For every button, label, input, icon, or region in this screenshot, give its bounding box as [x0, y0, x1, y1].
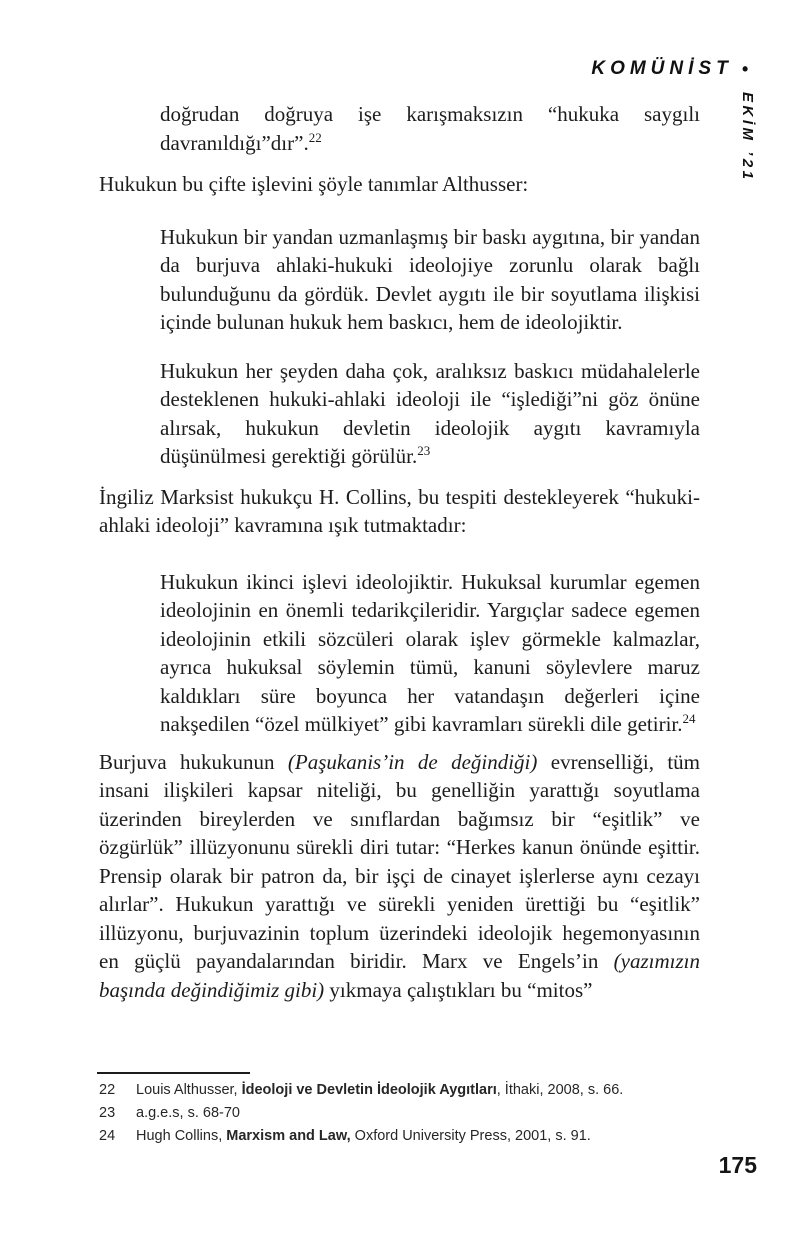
footnote-24 [99, 1125, 714, 1148]
paragraph-1 [99, 170, 700, 199]
footnote-text [136, 1079, 623, 1102]
footnote-ref-23: 23 [417, 443, 431, 458]
paragraph-run: evrenselliği, tüm insani ilişkileri kapsar niteliği, bu genelliğin yarattığı soyutlama üzerinden bireylerden ve sınıflardan bağımsız bir “eşitlik” ve özgürlük” illüzyonunu sürekli diri tutar: “Herkes kanun önünde eşittir. Prensip olarak bir patron da, bir işçi de cinayet işlerlerse aynı cezayı alırlar”. Hukukun yarattığı ve sürekli yeniden ürettiği bu “eşitlik” illüzyonu, burjuvazinin toplum üzerindeki ideolojik hegemonyasının en güçlü payandalarından biridir. Marx ve Engels’in [99, 749, 700, 973]
paragraph-run-italic: (Paşukanis’in de değindiği) [287, 749, 538, 774]
issue-label: EKİM ’21 [739, 92, 756, 183]
block-quote-1 [160, 100, 700, 157]
paragraph-run-italic: (yazımızın başında değindiğimiz gibi) [99, 949, 700, 1002]
footnotes [99, 1079, 714, 1148]
block-quote-4 [160, 568, 700, 739]
paragraph-run: yıkmaya çalıştıkları bu “mitos” [324, 977, 593, 1002]
quote-text: doğrudan doğruya işe karışmaksızın “hukuka saygılı davranıldığı”dır”. [160, 102, 700, 155]
page-number: 175 [718, 1152, 757, 1178]
quote-text: Hukukun ikinci işlevi ideolojiktir. Hukuksal kurumlar egemen ideolojinin en önemli tedarikçileridir. Yargıçlar sadece egemen ideolojinin etkili sözcüleri olarak işlev görmekle kalmazlar, ayrıca hukuksal söylemin tümü, kanuni söylevlere maruz kaldıkları süre boyunca her vatandaşın değerleri içine nakşedilen “özel mülkiyet” gibi kavramları sürekli dile getirir. [160, 569, 700, 736]
footnote-run-bold: İdeoloji ve Devletin İdeolojik Aygıtları [241, 1082, 497, 1098]
footnote-text [136, 1125, 591, 1148]
footnote-run: a.g.e.s, s. 68-70 [136, 1105, 240, 1121]
footnote-run-bold: Marxism and Law, [226, 1128, 351, 1144]
footnote-22 [99, 1079, 714, 1102]
footnote-run: Hugh Collins, [136, 1128, 227, 1144]
footnote-run: , İthaki, 2008, s. 66. [496, 1082, 624, 1098]
paragraph-run: Burjuva hukukunun [99, 749, 288, 774]
footnote-text [136, 1102, 240, 1125]
quote-text: Hukukun her şeyden daha çok, aralıksız baskıcı müdahalelerle desteklenen hukuki-ahlaki ideoloji ile “işlediği”ni göz önüne alırsak, hukukun devletin ideolojik aygıtı kavramıyla düşünülmesi gerektiği görülür. [160, 358, 700, 468]
block-quote-2 [160, 223, 700, 337]
footnote-separator [97, 1072, 250, 1074]
quote-text: Hukukun bir yandan uzmanlaşmış bir baskı aygıtına, bir yandan da burjuva ahlaki-hukuki ideolojiye zorunlu olarak bağlı bulunduğunu da gördük. Devlet aygıtı ile bir soyutlama ilişkisi içinde bulunan hukuk hem baskıcı, hem de ideolojiktir. [160, 224, 700, 334]
page-content [99, 100, 700, 1004]
footnote-number: 22 [99, 1082, 116, 1098]
footnote-ref-22: 22 [308, 129, 322, 145]
footnote-number: 24 [99, 1128, 116, 1144]
footnote-ref-24: 24 [682, 711, 696, 726]
bullet-separator-icon: • [741, 58, 748, 79]
footnote-23 [99, 1102, 714, 1125]
paragraph-text: İngiliz Marksist hukukçu H. Collins, bu tespiti destekleyerek “hukuki-ahlaki ideoloji” kavramına ışık tutmaktadır: [99, 484, 700, 537]
footnote-run: Louis Althusser, [136, 1082, 242, 1098]
paragraph-2 [99, 483, 700, 540]
block-quote-3 [160, 357, 700, 471]
paragraph-text: Hukukun bu çifte işlevini şöyle tanımlar Althusser: [99, 172, 529, 196]
footnote-number: 23 [99, 1105, 116, 1121]
running-head [591, 58, 748, 80]
paragraph-3 [99, 748, 700, 1005]
journal-title: KOMÜNİST [591, 58, 733, 79]
footnote-run: Oxford University Press, 2001, s. 91. [350, 1128, 591, 1144]
